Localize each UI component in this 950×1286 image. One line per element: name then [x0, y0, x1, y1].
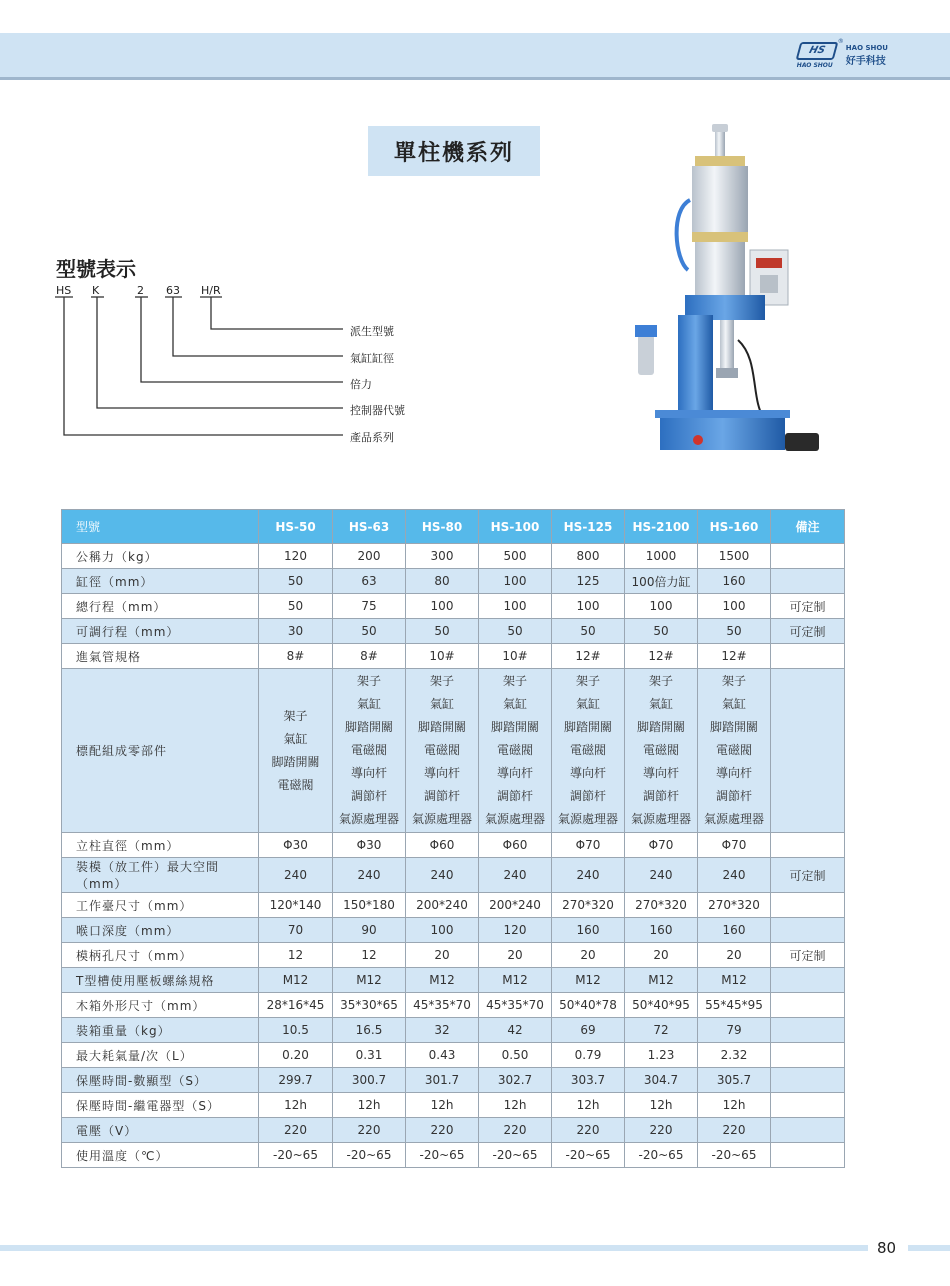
- row-label: 使用溫度（℃）: [62, 1143, 259, 1168]
- table-cell: 16.5: [333, 1018, 406, 1043]
- table-cell: 30: [259, 619, 333, 644]
- table-cell: M12: [698, 968, 771, 993]
- table-cell: 50: [406, 619, 479, 644]
- header-cell: HS-2100: [625, 510, 698, 544]
- code-series: HS: [56, 284, 72, 297]
- page-number: 80: [877, 1239, 897, 1257]
- logo-sub-text: HAO SHOU: [796, 62, 833, 69]
- table-cell: 50: [259, 569, 333, 594]
- table-cell: 120*140: [259, 893, 333, 918]
- part-item: 氣缸: [721, 697, 746, 711]
- table-cell: 50: [259, 594, 333, 619]
- table-cell: 200*240: [406, 893, 479, 918]
- part-item: 氣缸: [283, 731, 308, 746]
- note-cell: [771, 669, 845, 833]
- part-item: 電磁閥: [642, 743, 679, 757]
- table-cell-parts: [552, 669, 625, 833]
- table-cell: 305.7: [698, 1068, 771, 1093]
- table-cell: 301.7: [406, 1068, 479, 1093]
- table-cell: 1.23: [625, 1043, 698, 1068]
- table-cell: 270*320: [698, 893, 771, 918]
- table-row: [62, 1018, 845, 1043]
- part-item: 導向杆: [642, 766, 679, 780]
- header-cell: HS-80: [406, 510, 479, 544]
- table-cell: 12h: [698, 1093, 771, 1118]
- part-item: 導向杆: [496, 766, 533, 780]
- label-bore: 氣缸缸徑: [350, 352, 394, 365]
- table-cell: 302.7: [479, 1068, 552, 1093]
- table-row: [62, 1068, 845, 1093]
- table-cell: 160: [625, 918, 698, 943]
- part-item: 電磁閥: [569, 743, 606, 757]
- table-cell-parts: [698, 669, 771, 833]
- part-item: 調節杆: [642, 789, 679, 803]
- table-row: [62, 1043, 845, 1068]
- table-cell: 500: [479, 544, 552, 569]
- part-item: 導向杆: [350, 766, 387, 780]
- table-cell: 12: [333, 943, 406, 968]
- table-row: [62, 1118, 845, 1143]
- code-derivative: H/R: [201, 284, 221, 297]
- table-cell: 12#: [625, 644, 698, 669]
- header-cell: HS-50: [259, 510, 333, 544]
- part-item: 架子: [356, 674, 381, 688]
- table-cell: 100: [479, 569, 552, 594]
- table-cell: 10#: [406, 644, 479, 669]
- table-cell: 300.7: [333, 1068, 406, 1093]
- table-cell: 100: [406, 594, 479, 619]
- table-cell: -20~65: [698, 1143, 771, 1168]
- table-cell: 240: [552, 858, 625, 893]
- table-cell: 240: [259, 858, 333, 893]
- table-cell: 299.7: [259, 1068, 333, 1093]
- table-row: [62, 918, 845, 943]
- note-cell: [771, 569, 845, 594]
- table-cell: 42: [479, 1018, 552, 1043]
- table-cell-parts: [406, 669, 479, 833]
- part-item: 導向杆: [423, 766, 460, 780]
- note-cell: [771, 644, 845, 669]
- row-label: 最大耗氣量/次（L）: [62, 1043, 259, 1068]
- table-cell: Φ70: [698, 833, 771, 858]
- row-label: 立柱直徑（mm）: [62, 833, 259, 858]
- table-cell: M12: [552, 968, 625, 993]
- table-header-row: [62, 510, 845, 544]
- table-cell: 120: [479, 918, 552, 943]
- code-multiplier: 2: [137, 284, 144, 297]
- row-label: 標配組成零部件: [62, 669, 259, 833]
- header-cell: HS-100: [479, 510, 552, 544]
- code-controller: K: [92, 284, 100, 297]
- table-cell: 50: [333, 619, 406, 644]
- row-label: 電壓（V）: [62, 1118, 259, 1143]
- table-cell: 50: [698, 619, 771, 644]
- table-cell: 220: [479, 1118, 552, 1143]
- table-cell: 50: [552, 619, 625, 644]
- table-cell: 20: [479, 943, 552, 968]
- table-cell: 270*320: [625, 893, 698, 918]
- table-cell: 45*35*70: [479, 993, 552, 1018]
- table-cell: 304.7: [625, 1068, 698, 1093]
- table-cell: 0.79: [552, 1043, 625, 1068]
- table-cell-parts: [259, 669, 333, 833]
- table-cell: 100: [479, 594, 552, 619]
- table-cell: 303.7: [552, 1068, 625, 1093]
- part-item: 氣源處理器: [411, 812, 472, 826]
- note-cell: [771, 1018, 845, 1043]
- table-cell: Φ30: [333, 833, 406, 858]
- part-item: 氣缸: [502, 697, 527, 711]
- note-cell: 可定制: [771, 594, 845, 619]
- table-row: [62, 669, 845, 833]
- table-cell: 50*40*78: [552, 993, 625, 1018]
- part-item: 電磁閥: [350, 743, 387, 757]
- table-cell: 10.5: [259, 1018, 333, 1043]
- row-label: 保壓時間-數顯型（S）: [62, 1068, 259, 1093]
- table-row: [62, 569, 845, 594]
- part-item: 氣源處理器: [630, 812, 691, 826]
- note-cell: [771, 833, 845, 858]
- table-cell: M12: [479, 968, 552, 993]
- table-cell: -20~65: [406, 1143, 479, 1168]
- logo-mark: HS: [795, 42, 838, 60]
- footer-line: [0, 1245, 868, 1251]
- table-cell: 300: [406, 544, 479, 569]
- table-cell: 12: [259, 943, 333, 968]
- table-cell: 32: [406, 1018, 479, 1043]
- part-item: 氣缸: [648, 697, 673, 711]
- part-item: 調節杆: [423, 789, 460, 803]
- table-cell: 100倍力缸: [625, 569, 698, 594]
- table-cell: 100: [698, 594, 771, 619]
- table-cell: -20~65: [625, 1143, 698, 1168]
- row-label: 可調行程（mm）: [62, 619, 259, 644]
- table-cell: 1500: [698, 544, 771, 569]
- page-title: 單柱機系列: [368, 126, 540, 176]
- note-cell: [771, 544, 845, 569]
- table-cell: 220: [333, 1118, 406, 1143]
- table-cell: M12: [333, 968, 406, 993]
- part-item: 調節杆: [715, 789, 752, 803]
- table-cell: 240: [406, 858, 479, 893]
- part-item: 氣缸: [429, 697, 454, 711]
- table-cell: 20: [406, 943, 479, 968]
- table-row: [62, 833, 845, 858]
- table-cell: 240: [479, 858, 552, 893]
- note-cell: [771, 918, 845, 943]
- table-cell: 72: [625, 1018, 698, 1043]
- table-cell: 160: [698, 918, 771, 943]
- header-cell-model: 型號: [62, 510, 259, 544]
- table-cell: 12h: [259, 1093, 333, 1118]
- table-cell: -20~65: [479, 1143, 552, 1168]
- part-item: 架子: [283, 708, 308, 723]
- part-item: 電磁閥: [277, 777, 314, 792]
- part-item: 調節杆: [496, 789, 533, 803]
- part-item: 氣源處理器: [557, 812, 618, 826]
- part-item: 氣源處理器: [703, 812, 764, 826]
- table-cell: 12#: [698, 644, 771, 669]
- note-cell: [771, 1068, 845, 1093]
- table-row: [62, 943, 845, 968]
- part-item: 調節杆: [569, 789, 606, 803]
- table-cell: 2.32: [698, 1043, 771, 1068]
- table-cell: 8#: [259, 644, 333, 669]
- note-cell: [771, 1093, 845, 1118]
- table-cell: 12h: [625, 1093, 698, 1118]
- table-cell: M12: [625, 968, 698, 993]
- logo-registered: ®: [837, 38, 844, 45]
- table-cell: 12h: [479, 1093, 552, 1118]
- part-item: 架子: [429, 674, 454, 688]
- table-cell: 12h: [333, 1093, 406, 1118]
- model-heading: 型號表示: [56, 257, 136, 281]
- label-controller: 控制器代號: [350, 404, 405, 417]
- table-cell: 220: [259, 1118, 333, 1143]
- row-label: 喉口深度（mm）: [62, 918, 259, 943]
- part-item: 架子: [575, 674, 600, 688]
- table-cell: 8#: [333, 644, 406, 669]
- row-label: 進氣管規格: [62, 644, 259, 669]
- row-label: 裝模（放工件）最大空間（mm）: [62, 858, 259, 893]
- table-row: [62, 858, 845, 893]
- row-label: 總行程（mm）: [62, 594, 259, 619]
- logo-english: HAO SHOU: [845, 43, 888, 52]
- table-cell: 12h: [552, 1093, 625, 1118]
- table-cell: M12: [259, 968, 333, 993]
- table-cell: 160: [698, 569, 771, 594]
- table-cell: Φ60: [406, 833, 479, 858]
- part-item: 脚踏開關: [563, 720, 612, 734]
- header-cell-note: 備注: [771, 510, 845, 544]
- table-cell: 50*40*95: [625, 993, 698, 1018]
- note-cell: [771, 1043, 845, 1068]
- table-cell: 220: [406, 1118, 479, 1143]
- table-cell: 1000: [625, 544, 698, 569]
- table-cell: 63: [333, 569, 406, 594]
- part-item: 脚踏開關: [636, 720, 685, 734]
- part-item: 導向杆: [569, 766, 606, 780]
- table-row: [62, 544, 845, 569]
- part-item: 氣源處理器: [484, 812, 545, 826]
- note-cell: [771, 893, 845, 918]
- table-cell: 50: [625, 619, 698, 644]
- part-item: 電磁閥: [423, 743, 460, 757]
- table-cell: 220: [698, 1118, 771, 1143]
- table-cell-parts: [625, 669, 698, 833]
- table-cell: 10#: [479, 644, 552, 669]
- table-cell-parts: [333, 669, 406, 833]
- table-cell: -20~65: [259, 1143, 333, 1168]
- spec-table: [61, 509, 845, 1168]
- table-cell: 69: [552, 1018, 625, 1043]
- row-label: 公稱力（kg）: [62, 544, 259, 569]
- table-cell: 0.20: [259, 1043, 333, 1068]
- part-item: 架子: [721, 674, 746, 688]
- part-item: 電磁閥: [496, 743, 533, 757]
- table-cell: 12h: [406, 1093, 479, 1118]
- part-item: 脚踏開關: [417, 720, 466, 734]
- code-bore: 63: [166, 284, 180, 297]
- table-cell: 45*35*70: [406, 993, 479, 1018]
- table-cell: 0.50: [479, 1043, 552, 1068]
- part-item: 脚踏開關: [490, 720, 539, 734]
- note-cell: 可定制: [771, 943, 845, 968]
- part-item: 氣缸: [575, 697, 600, 711]
- table-row: [62, 1143, 845, 1168]
- table-cell: 75: [333, 594, 406, 619]
- row-label: 裝箱重量（kg）: [62, 1018, 259, 1043]
- part-item: 架子: [648, 674, 673, 688]
- part-item: 脚踏開關: [344, 720, 393, 734]
- label-series: 產品系列: [350, 431, 394, 444]
- table-cell: 0.31: [333, 1043, 406, 1068]
- table-cell: 100: [552, 594, 625, 619]
- table-cell: 35*30*65: [333, 993, 406, 1018]
- row-label: 保壓時間-繼電器型（S）: [62, 1093, 259, 1118]
- table-cell: Φ30: [259, 833, 333, 858]
- table-cell: 120: [259, 544, 333, 569]
- part-item: 導向杆: [715, 766, 752, 780]
- part-item: 脚踏開關: [271, 754, 320, 769]
- table-cell: 90: [333, 918, 406, 943]
- row-label: 工作臺尺寸（mm）: [62, 893, 259, 918]
- table-row: [62, 893, 845, 918]
- table-cell: 270*320: [552, 893, 625, 918]
- table-cell: 220: [552, 1118, 625, 1143]
- table-cell: 79: [698, 1018, 771, 1043]
- label-multiplier: 倍力: [350, 378, 372, 391]
- table-row: [62, 993, 845, 1018]
- table-cell: -20~65: [333, 1143, 406, 1168]
- table-row: [62, 619, 845, 644]
- logo-chinese: 好手科技: [845, 55, 886, 67]
- press-machine-image: [620, 120, 840, 470]
- note-cell: [771, 993, 845, 1018]
- table-cell: 125: [552, 569, 625, 594]
- footer-line-right: [908, 1245, 950, 1251]
- note-cell: [771, 1118, 845, 1143]
- table-cell: 240: [625, 858, 698, 893]
- table-cell: 100: [406, 918, 479, 943]
- row-label: 木箱外形尺寸（mm）: [62, 993, 259, 1018]
- table-cell: 28*16*45: [259, 993, 333, 1018]
- table-cell: 20: [625, 943, 698, 968]
- table-cell: -20~65: [552, 1143, 625, 1168]
- part-item: 調節杆: [350, 789, 387, 803]
- table-cell: 220: [625, 1118, 698, 1143]
- part-item: 電磁閥: [715, 743, 752, 757]
- table-cell: 800: [552, 544, 625, 569]
- note-cell: [771, 1143, 845, 1168]
- table-cell: 70: [259, 918, 333, 943]
- part-item: 氣源處理器: [338, 812, 399, 826]
- table-cell: 240: [698, 858, 771, 893]
- table-cell: Φ70: [625, 833, 698, 858]
- table-cell: 20: [698, 943, 771, 968]
- row-label: 模柄孔尺寸（mm）: [62, 943, 259, 968]
- part-item: 脚踏開關: [709, 720, 758, 734]
- table-cell: 240: [333, 858, 406, 893]
- table-cell: 12#: [552, 644, 625, 669]
- table-cell: 0.43: [406, 1043, 479, 1068]
- row-label: T型槽使用壓板螺絲規格: [62, 968, 259, 993]
- table-cell: 55*45*95: [698, 993, 771, 1018]
- table-cell: 20: [552, 943, 625, 968]
- table-cell-parts: [479, 669, 552, 833]
- table-cell: 200: [333, 544, 406, 569]
- table-cell: 200*240: [479, 893, 552, 918]
- note-cell: 可定制: [771, 858, 845, 893]
- table-cell: 150*180: [333, 893, 406, 918]
- table-cell: M12: [406, 968, 479, 993]
- note-cell: [771, 968, 845, 993]
- table-cell: Φ70: [552, 833, 625, 858]
- table-row: [62, 1093, 845, 1118]
- table-cell: 100: [625, 594, 698, 619]
- header-cell: HS-125: [552, 510, 625, 544]
- table-cell: 160: [552, 918, 625, 943]
- table-cell: Φ60: [479, 833, 552, 858]
- part-item: 架子: [502, 674, 527, 688]
- note-cell: 可定制: [771, 619, 845, 644]
- part-item: 氣缸: [356, 697, 381, 711]
- table-row: [62, 644, 845, 669]
- table-row: [62, 594, 845, 619]
- row-label: 缸徑（mm）: [62, 569, 259, 594]
- header-cell: HS-160: [698, 510, 771, 544]
- table-cell: 50: [479, 619, 552, 644]
- header-cell: HS-63: [333, 510, 406, 544]
- table-cell: 80: [406, 569, 479, 594]
- table-row: [62, 968, 845, 993]
- label-derivative: 派生型號: [350, 325, 394, 338]
